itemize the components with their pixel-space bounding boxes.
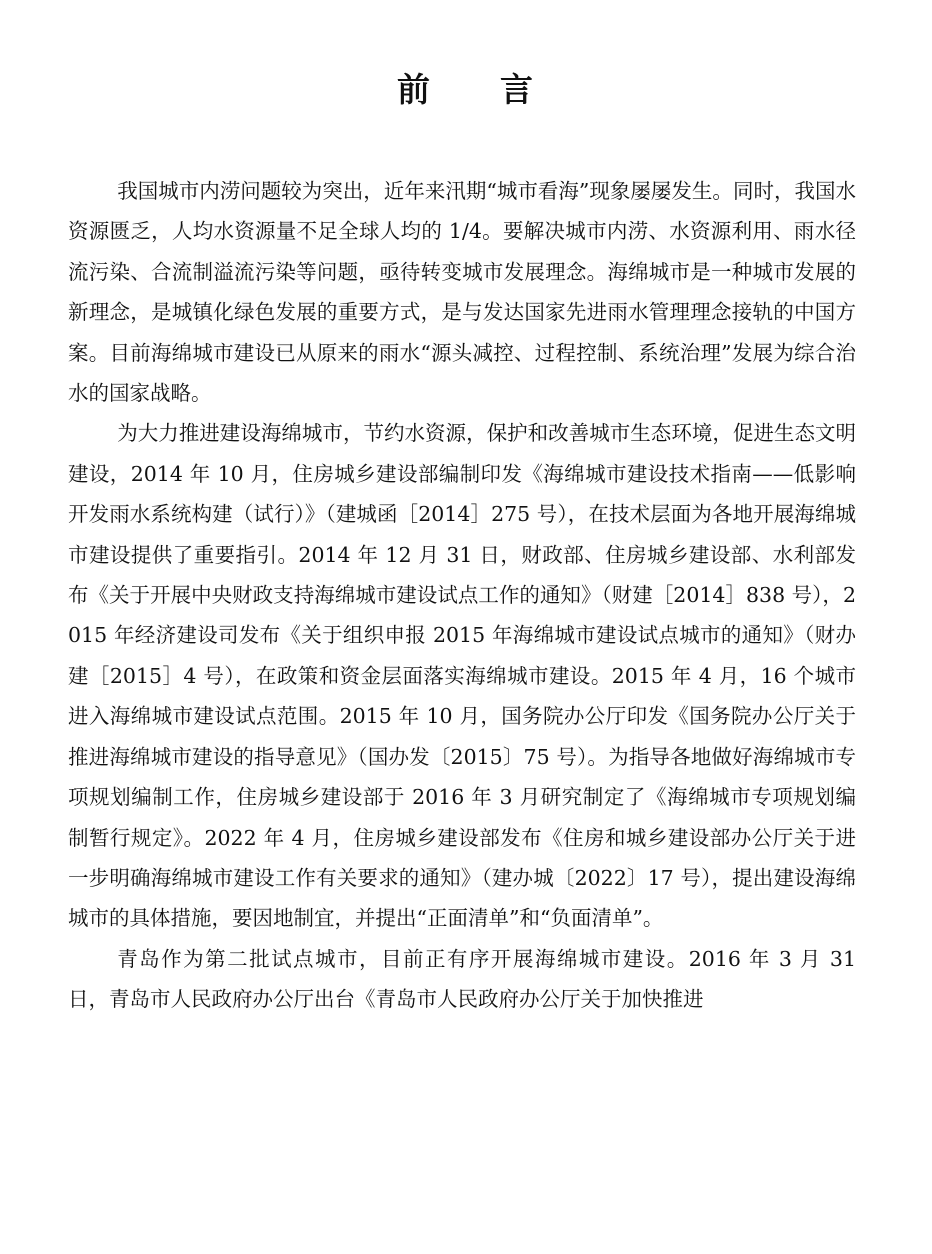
page-title xyxy=(0,62,932,118)
title-char-2: 言 xyxy=(500,70,535,109)
paragraph-1: 我国城市内涝问题较为突出，近年来汛期“城市看海”现象屡屡发生。同时，我国水资源匮乏，人均水资源量不足全球人均的 1/4。要解决城市内涝、水资源利用、雨水径流污染、合流制溢流污染等问题，亟待转变城市发展理念。海绵城市是一种城市发展的新理念，是城镇化绿色发展的重要方式，是与发达国家先进雨水管理理念接轨的中国方案。目前海绵城市建设已从原来的雨水“源头减控、过程控制、系统治理”发展为综合治水的国家战略。 xyxy=(68,179,856,406)
paragraph-3: 青岛作为第二批试点城市，目前正有序开展海绵城市建设。2016 年 3 月 31 日，青岛市人民政府办公厅出台《青岛市人民政府办公厅关于加快推进 xyxy=(68,946,856,1012)
preface-body xyxy=(68,171,856,1020)
paragraph-2: 为大力推进建设海绵城市，节约水资源，保护和改善城市生态环境，促进生态文明建设，2014 年 10 月，住房城乡建设部编制印发《海绵城市建设技术指南——低影响开发雨水系统构建（试行）》（建城函［2014］275 号），在技术层面为各地开展海绵城市建设提供了重要指引。2014 年 12 月 31 日，财政部、住房城乡建设部、水利部发布《关于开展中央财政支持海绵城市建设试点工作的通知》（财建［2014］838 号），2015 年经济建设司发布《关于组织申报 2015 年海绵城市建设试点城市的通知》（财办建［2015］4 号），在政策和资金层面落实海绵城市建设。2015 年 4 月，16 个城市进入海绵城市建设试点范围。2015 年 10 月，国务院办公厅印发《国务院办公厅关于推进海绵城市建设的指导意见》（国办发〔2015〕75 号）。为指导各地做好海绵城市专项规划编制工作，住房城乡建设部于 2016 年 3 月研究制定了《海绵城市专项规划编制暂行规定》。2022 年 4 月，住房城乡建设部发布《住房和城乡建设部办公厅关于进一步明确海绵城市建设工作有关要求的通知》（建办城〔2022〕17 号），提出建设海绵城市的具体措施，要因地制宜，并提出“正面清单”和“负面清单”。 xyxy=(68,421,856,931)
title-char-1: 前 xyxy=(397,70,432,109)
